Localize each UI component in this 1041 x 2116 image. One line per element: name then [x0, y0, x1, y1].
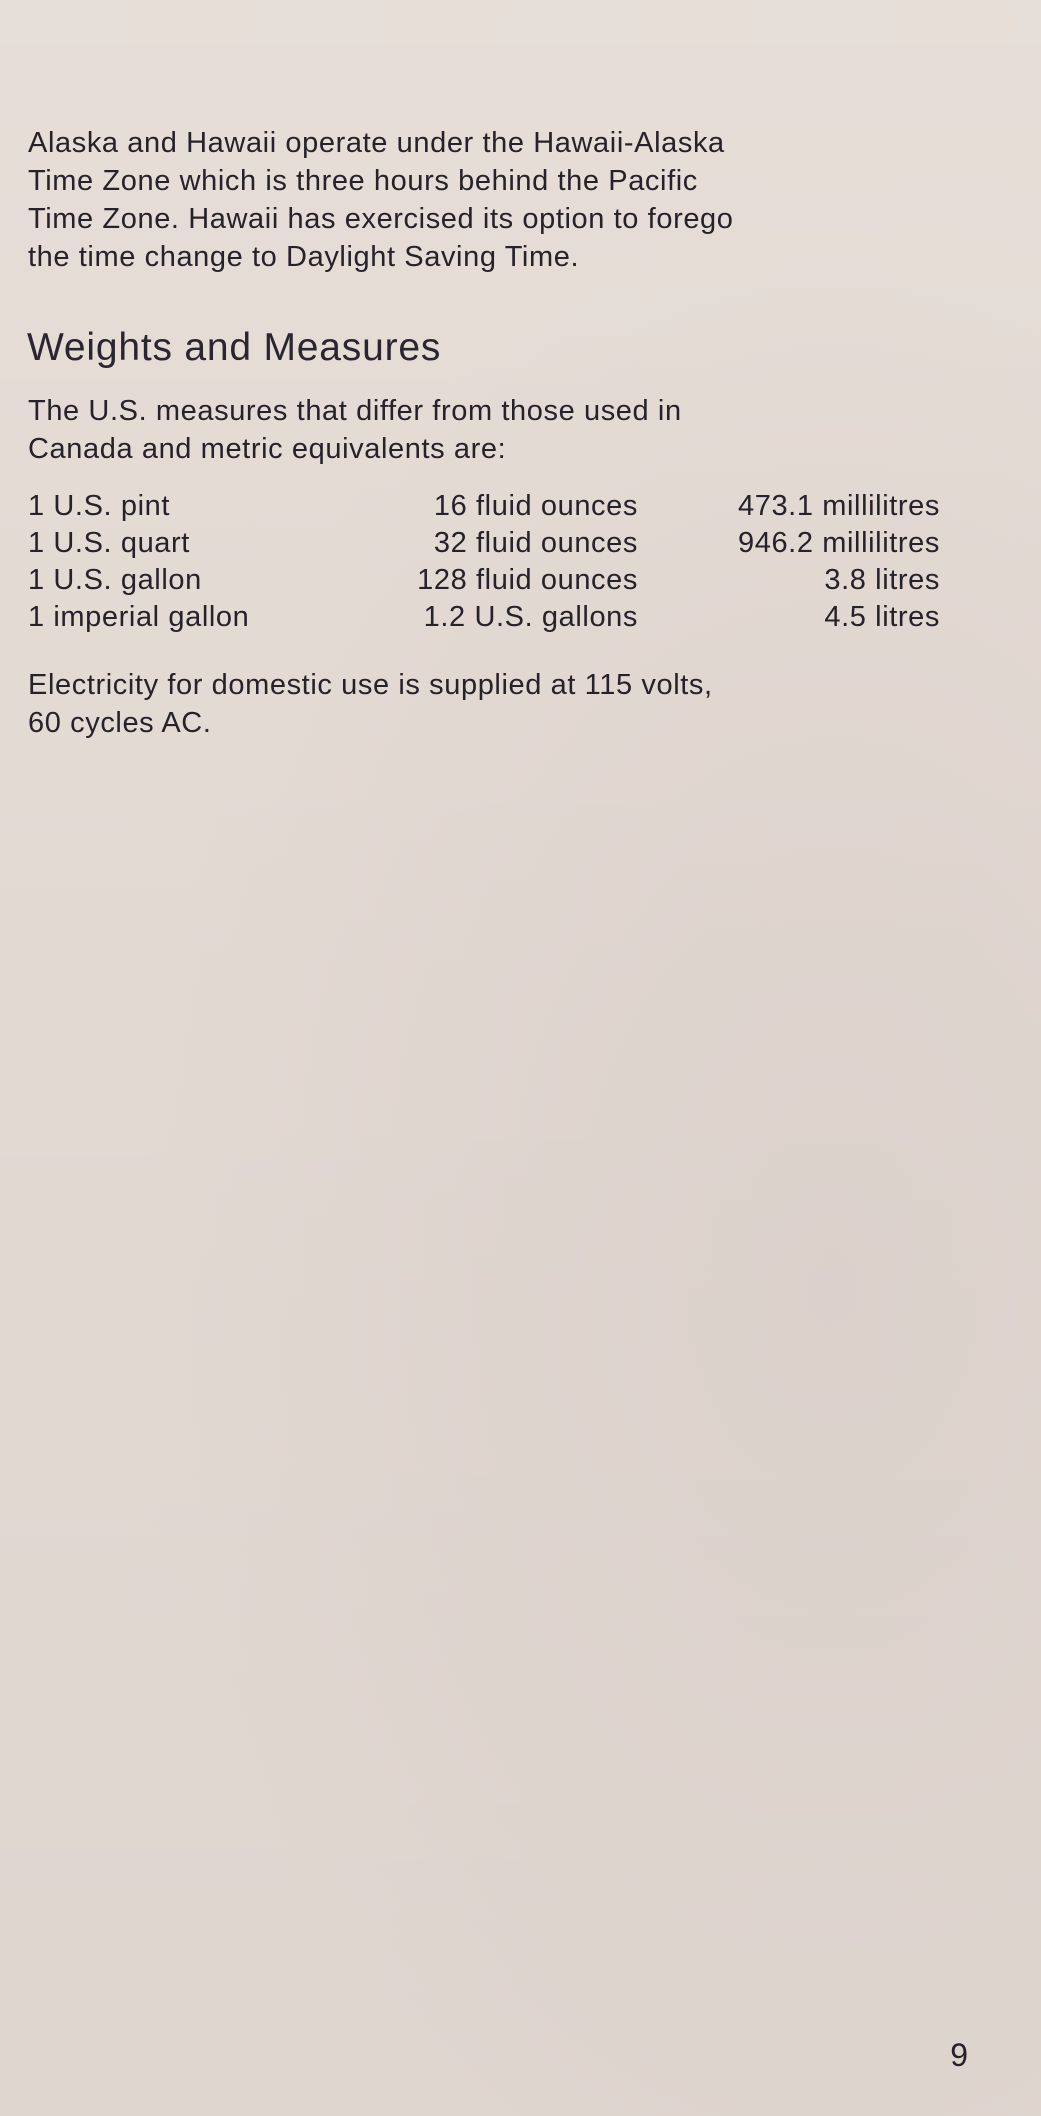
table-row [28, 525, 940, 562]
electricity-paragraph [28, 666, 928, 742]
intro-line: Alaska and Hawaii operate under the Hawaii-Alaska [28, 127, 725, 159]
measures-table [28, 488, 940, 636]
show-through-texture [40, 700, 1001, 1750]
unit-cell: 1 U.S. pint [28, 490, 170, 522]
ounces-cell: 32 fluid ounces [433, 527, 638, 559]
ounces-cell: 128 fluid ounces [417, 564, 638, 596]
table-row [28, 488, 940, 525]
metric-cell: 3.8 litres [824, 564, 940, 596]
metric-cell: 473.1 millilitres [738, 490, 940, 522]
ounces-cell: 16 fluid ounces [433, 490, 638, 522]
page-number: 9 [950, 2037, 968, 2073]
intro-line: Time Zone which is three hours behind the Pacific [28, 165, 698, 197]
section-heading: Weights and Measures [27, 326, 442, 369]
electricity-line: Electricity for domestic use is supplied at 115 volts, [28, 669, 713, 701]
lead-line: The U.S. measures that differ from those used in [28, 395, 682, 427]
unit-cell: 1 U.S. quart [28, 527, 190, 559]
intro-line: the time change to Daylight Saving Time. [28, 241, 580, 273]
lead-paragraph [28, 392, 928, 468]
intro-line: Time Zone. Hawaii has exercised its option to forego [28, 203, 734, 235]
intro-paragraph [28, 124, 928, 276]
electricity-line: 60 cycles AC. [28, 707, 212, 739]
metric-cell: 946.2 millilitres [738, 527, 940, 559]
unit-cell: 1 U.S. gallon [28, 564, 202, 596]
ounces-cell: 1.2 U.S. gallons [423, 601, 638, 633]
unit-cell: 1 imperial gallon [28, 601, 250, 633]
lead-line: Canada and metric equivalents are: [28, 433, 507, 465]
table-row [28, 599, 940, 636]
table-row [28, 562, 940, 599]
metric-cell: 4.5 litres [824, 601, 940, 633]
